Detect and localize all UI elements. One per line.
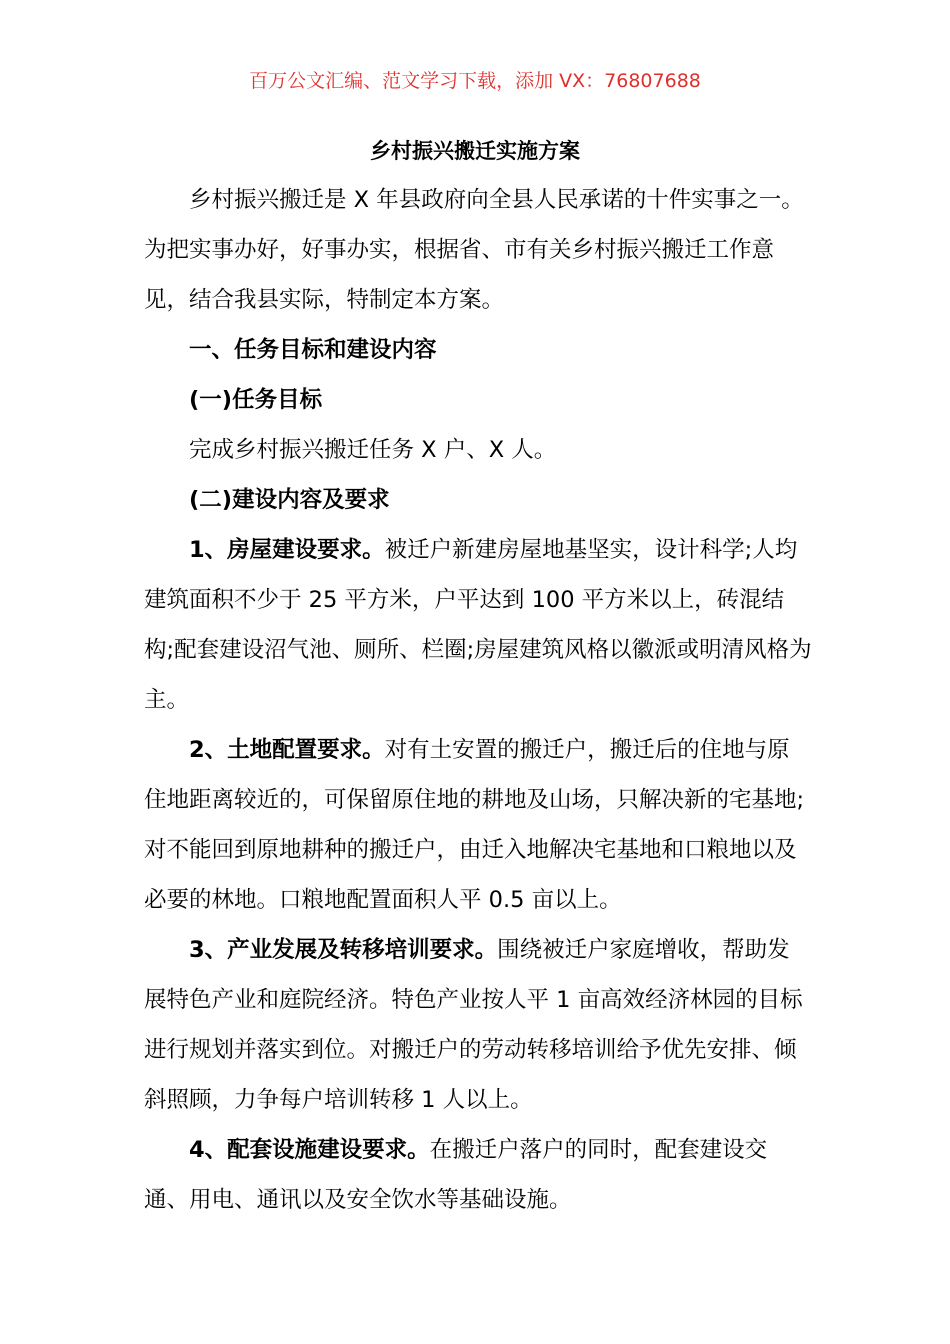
requirement-item-facilities (144, 1125, 812, 1225)
requirement-item-land (144, 725, 812, 925)
item-label: 2、土地配置要求。 (189, 737, 385, 763)
goal-paragraph: 完成乡村振兴搬迁任务 X 户、X 人。 (189, 437, 557, 463)
promo-header: 百万公文汇编、范文学习下载，添加 VX：76807688 (249, 70, 701, 92)
item-label: 1、房屋建设要求。 (189, 537, 385, 563)
intro-paragraph: 乡村振兴搬迁是 X 年县政府向全县人民承诺的十件实事之一。为把实事办好，好事办实，根据省、市有关乡村振兴搬迁工作意见，结合我县实际，特制定本方案。 (144, 187, 804, 313)
item-text: 被迁户新建房屋地基坚实，设计科学;人均建筑面积不少于 25 平方米，户平达到 100 平方米以上，砖混结构;配套建设沼气池、厕所、栏圈;房屋建筑风格以徽派或明清风格为主。 (144, 537, 812, 713)
item-label: 3、产业发展及转移培训要求。 (189, 937, 498, 963)
requirement-item-housing (144, 525, 812, 725)
document-body (144, 175, 812, 1225)
item-text: 在搬迁户落户的同时，配套建设交通、用电、通讯以及安全饮水等基础设施。 (144, 1137, 768, 1213)
section-heading: 一、任务目标和建设内容 (189, 337, 437, 363)
item-text: 对有土安置的搬迁户，搬迁后的住地与原住地距离较近的，可保留原住地的耕地及山场，只解决新的宅基地;对不能回到原地耕种的搬迁户，由迁入地解决宅基地和口粮地以及必要的林地。口粮地配置面积人平 0.5 亩以上。 (144, 737, 805, 913)
requirement-item-industry (144, 925, 812, 1125)
item-text: 围绕被迁户家庭增收，帮助发展特色产业和庭院经济。特色产业按人平 1 亩高效经济林园的目标进行规划并落实到位。对搬迁户的劳动转移培训给予优先安排、倾斜照顾，力争每户培训转移 1 人以上。 (144, 937, 803, 1113)
subsection-heading-requirements: (二)建设内容及要求 (189, 487, 390, 513)
subsection-heading-goal: (一)任务目标 (189, 387, 323, 413)
item-label: 4、配套设施建设要求。 (189, 1137, 430, 1163)
document-title: 乡村振兴搬迁实施方案 (370, 139, 580, 163)
